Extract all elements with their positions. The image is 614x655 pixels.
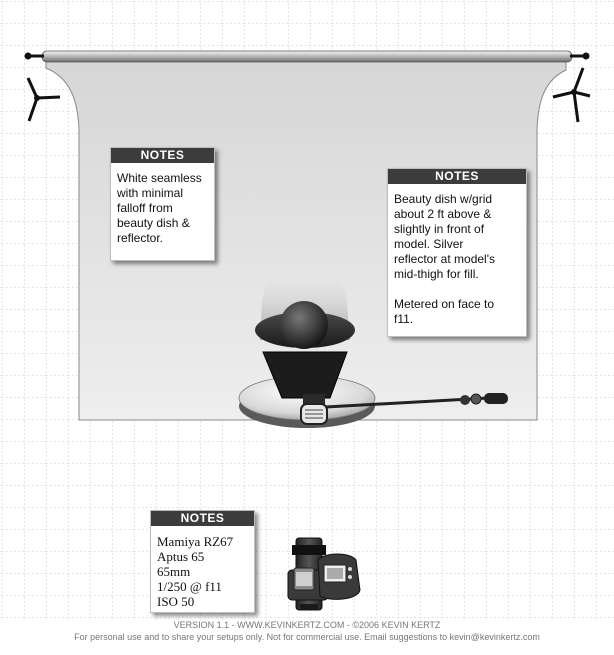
footer-version: VERSION 1.1 - WWW.KEVINKERTZ.COM - ©2006 KEVIN KERTZ xyxy=(173,620,441,630)
note-text: Mamiya RZ67 Aptus 65 65mm 1/250 @ f11 ISO 50 xyxy=(157,534,234,609)
footer-license: For personal use and to share your setups only. Not for commercial use. Email suggestions to kevin@kevinkertz.com xyxy=(74,632,540,642)
note-title: NOTES xyxy=(388,169,526,184)
note-lighting xyxy=(387,168,527,337)
note-title: NOTES xyxy=(151,511,254,526)
note-text: Beauty dish w/grid about 2 ft above & slightly in front of model. Silver reflector at model's mid-thigh for fill. Metered on face to f11. xyxy=(394,192,495,326)
note-camera-settings xyxy=(150,510,255,613)
note-backdrop xyxy=(110,147,215,261)
backdrop-crossbar xyxy=(42,51,572,62)
note-text: White seamless with minimal falloff from beauty dish & reflector. xyxy=(117,171,202,245)
note-title: NOTES xyxy=(111,148,214,163)
